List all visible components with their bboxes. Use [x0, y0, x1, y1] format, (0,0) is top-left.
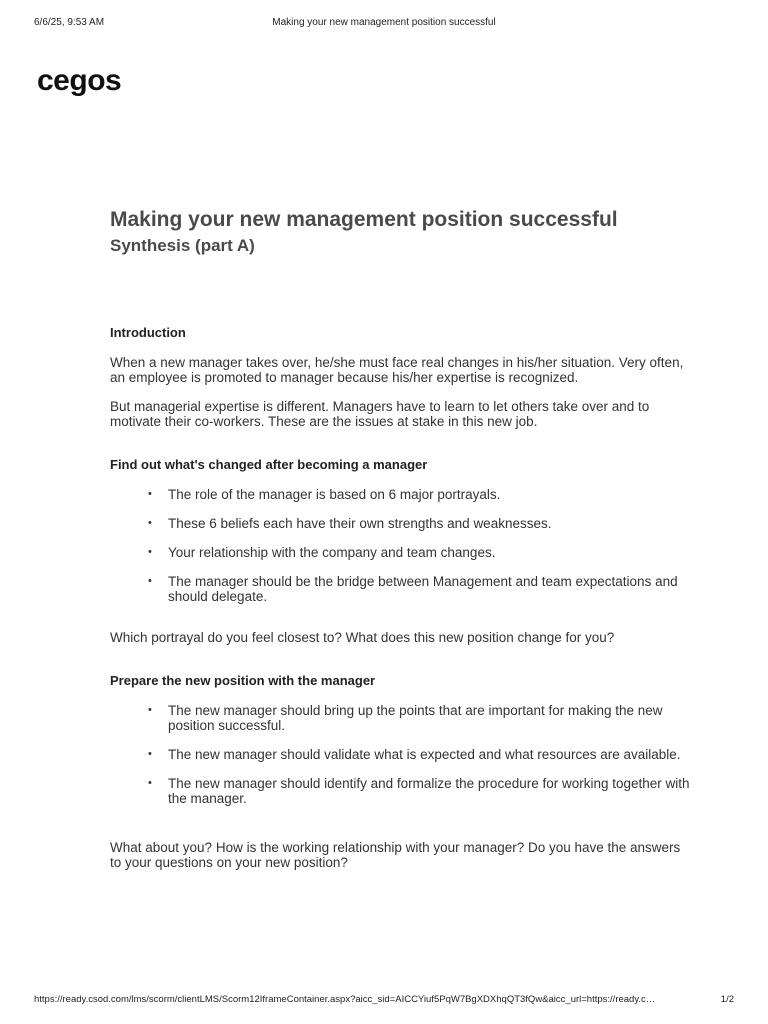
- section2-question: What about you? How is the working relationship with your manager? Do you have the answers to your questions on your new position?: [110, 840, 681, 870]
- print-footer: [34, 994, 734, 1008]
- bullet-icon: •: [148, 704, 152, 716]
- list-item: [148, 545, 690, 560]
- intro-paragraph-1: When a new manager takes over, he/she must face real changes in his/her situation. Very often, an employee is promoted to manager because his/her expertise is recognized.: [110, 355, 684, 385]
- list-item: [148, 516, 690, 531]
- document-subtitle: Synthesis (part A): [110, 236, 255, 255]
- list-item: [148, 776, 690, 806]
- list-item-text: The role of the manager is based on 6 major portrayals.: [168, 487, 501, 502]
- section1-heading: Find out what's changed after becoming a manager: [110, 457, 428, 472]
- bullet-icon: •: [148, 546, 152, 558]
- list-item-text: These 6 beliefs each have their own strengths and weaknesses.: [168, 516, 552, 531]
- list-item-text: Your relationship with the company and team changes.: [168, 545, 496, 560]
- bullet-icon: •: [148, 488, 152, 500]
- bullet-icon: •: [148, 777, 152, 789]
- cegos-logo: [37, 62, 127, 106]
- list-item-text: The new manager should bring up the points that are important for making the new position successful.: [168, 703, 663, 733]
- intro-heading: Introduction: [110, 325, 186, 340]
- list-item: [148, 487, 690, 502]
- section1-question: Which portrayal do you feel closest to? What does this new position change for you?: [110, 630, 615, 645]
- section2-list: [110, 703, 690, 806]
- list-item: [148, 703, 690, 733]
- bullet-icon: •: [148, 748, 152, 760]
- print-datetime: 6/6/25, 9:53 AM: [34, 17, 105, 28]
- list-item-text: The new manager should identify and formalize the procedure for working together with the manager.: [168, 776, 690, 806]
- logo-text: cegos: [37, 64, 122, 97]
- bullet-icon: •: [148, 575, 152, 587]
- list-item: [148, 574, 690, 604]
- print-header: [34, 17, 734, 31]
- list-item-text: The manager should be the bridge between Management and team expectations and should delegate.: [168, 574, 678, 604]
- cegos-logo-wordmark: [37, 62, 127, 106]
- intro-paragraph-2: But managerial expertise is different. Managers have to learn to let others take over and to motivate their co-workers. These are the issues at stake in this new job.: [110, 399, 650, 429]
- print-title: Making your new management position successful: [272, 17, 496, 28]
- footer-url: https://ready.csod.com/lms/scorm/clientLMS/Scorm12IframeContainer.aspx?aicc_sid=AICCYiuf5PqW7BgXDXhqQT3fQw&aicc_url=https://ready.c…: [34, 994, 656, 1005]
- document-body: [110, 206, 690, 870]
- bullet-icon: •: [148, 517, 152, 529]
- page-number: 1/2: [720, 994, 734, 1005]
- document-title: Making your new management position successful: [110, 208, 618, 231]
- list-item: [148, 747, 690, 762]
- section1-list: [110, 487, 690, 604]
- list-item-text: The new manager should validate what is expected and what resources are available.: [168, 747, 681, 762]
- section2-heading: Prepare the new position with the manager: [110, 673, 376, 688]
